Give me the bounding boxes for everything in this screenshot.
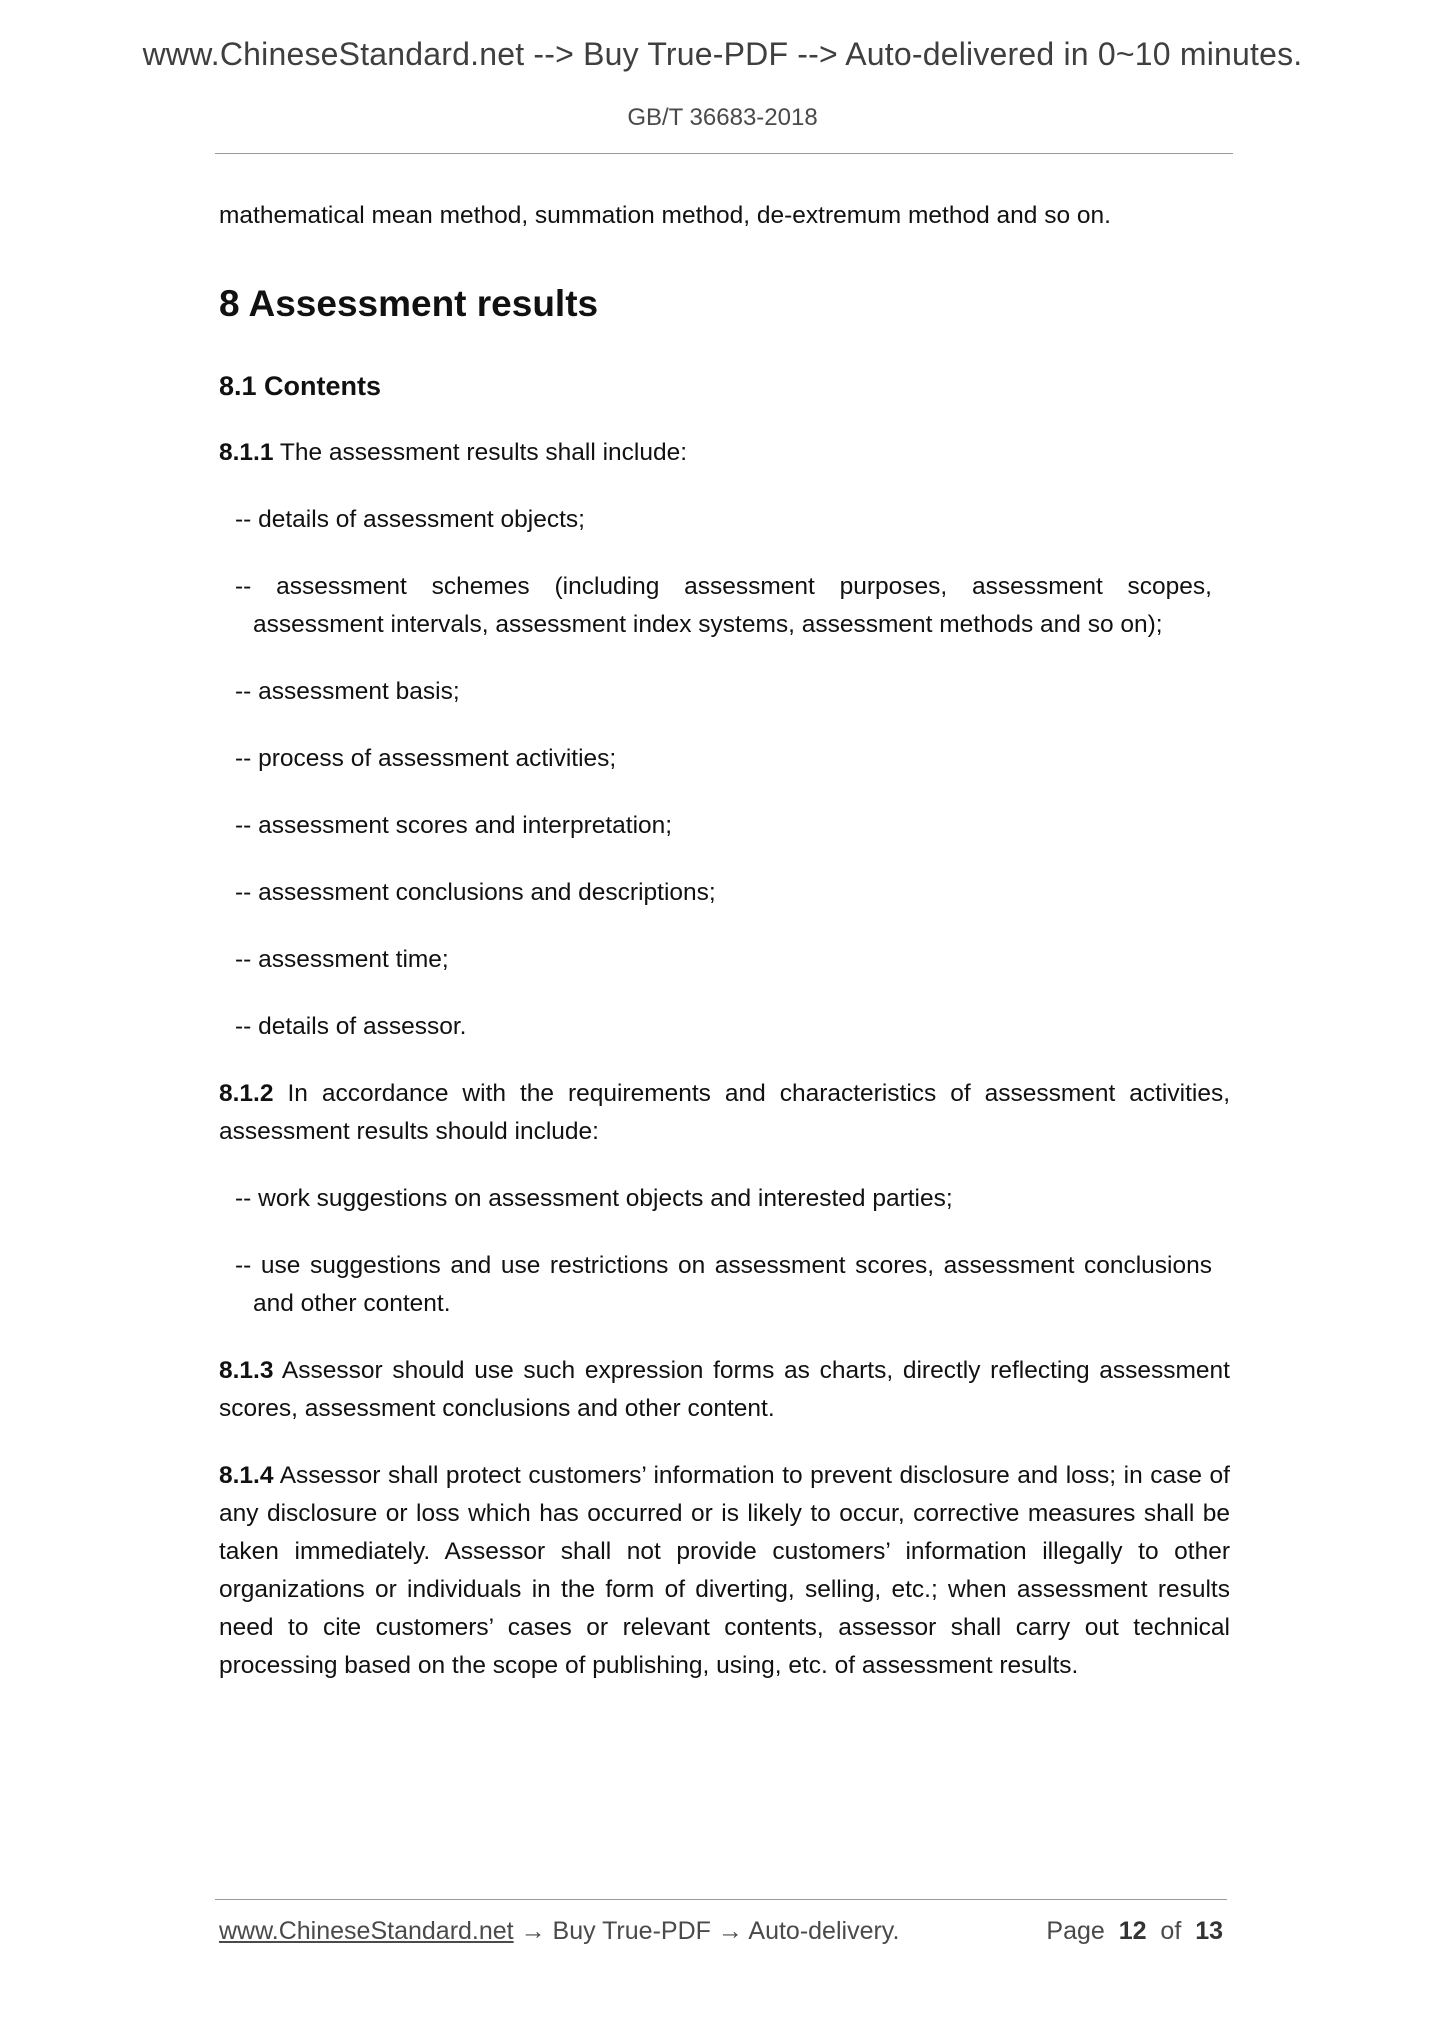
footer-tagline: → Buy True-PDF → Auto-delivery.	[513, 1917, 900, 1945]
clause-text: Assessor should use such expression forms as charts, directly reflecting assessment scores, assessment conclusions and other content.	[219, 1357, 1230, 1422]
clause-8-1-2-list	[219, 1180, 1230, 1323]
list-item: -- assessment basis;	[235, 678, 460, 705]
clause-text: The assessment results shall include:	[273, 439, 688, 466]
page-label: Page	[1046, 1917, 1105, 1945]
document-body	[219, 197, 1230, 1714]
header-divider	[215, 153, 1233, 154]
list-item: -- work suggestions on assessment objects and interested parties;	[235, 1185, 953, 1212]
clause-8-1-1	[219, 434, 1230, 472]
list-item: -- assessment time;	[235, 946, 449, 973]
clause-number: 8.1.2	[219, 1080, 274, 1107]
clause-number: 8.1.1	[219, 439, 274, 466]
page-indicator	[1046, 1917, 1223, 1946]
page-footer	[219, 1917, 1227, 1946]
page-current: 12	[1118, 1917, 1147, 1945]
list-item: -- use suggestions and use restrictions on assessment scores, assessment conclusions and other content.	[235, 1252, 1212, 1317]
section-title: 8 Assessment results	[219, 283, 599, 324]
page-total: 13	[1195, 1917, 1223, 1945]
page-of: of	[1160, 1917, 1182, 1945]
list-item: -- assessment schemes (including assessment purposes, assessment scopes, assessment intervals, assessment index systems, assessment methods and so on);	[235, 573, 1212, 638]
footer-site-link[interactable]: www.ChineseStandard.net	[219, 1917, 514, 1945]
clause-text: Assessor shall protect customers’ information to prevent disclosure and loss; in case of any disclosure or loss which has occurred or is likely to occur, corrective measures shall be taken immediately. Assessor shall not provide customers’ information illegally to other organizations or individuals in the form of diverting, selling, etc.; when assessment results need to cite customers’ cases or relevant contents, assessor shall carry out technical processing based on the scope of publishing, using, etc. of assessment results.	[219, 1462, 1230, 1679]
list-item: -- assessment conclusions and descriptions;	[235, 879, 716, 906]
clause-8-1-1-list	[219, 501, 1230, 1046]
clause-number: 8.1.4	[219, 1462, 274, 1489]
clause-8-1-2	[219, 1075, 1230, 1151]
list-item: -- process of assessment activities;	[235, 745, 617, 772]
subsection-title: 8.1 Contents	[219, 371, 382, 401]
top-banner: www.ChineseStandard.net --> Buy True-PDF --> Auto-delivered in 0~10 minutes.	[142, 36, 1303, 72]
list-item: -- assessment scores and interpretation;	[235, 812, 673, 839]
list-item: -- details of assessment objects;	[235, 506, 585, 533]
footer-divider	[215, 1899, 1227, 1900]
list-item: -- details of assessor.	[235, 1013, 467, 1040]
clause-8-1-3	[219, 1352, 1230, 1428]
intro-paragraph: mathematical mean method, summation method, de-extremum method and so on.	[219, 202, 1111, 229]
clause-8-1-4	[219, 1457, 1230, 1685]
clause-number: 8.1.3	[219, 1357, 274, 1384]
clause-text: In accordance with the requirements and characteristics of assessment activities, assessment results should include:	[219, 1080, 1230, 1145]
standard-code: GB/T 36683-2018	[627, 104, 818, 131]
